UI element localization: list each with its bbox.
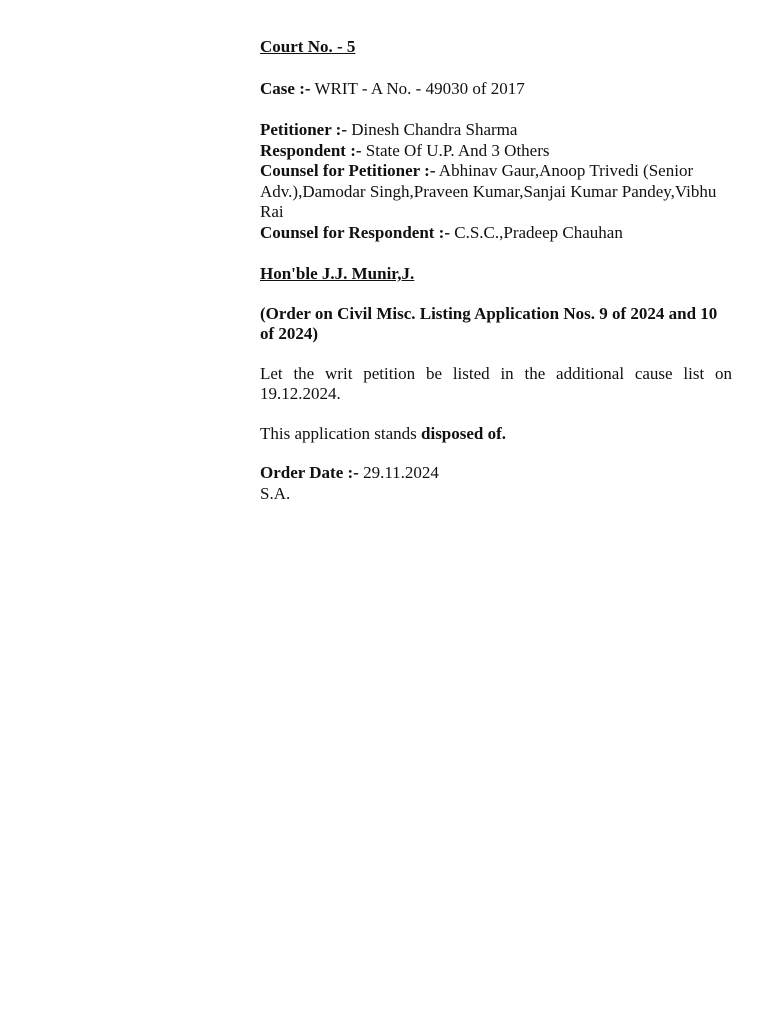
judge-name: Hon'ble J.J. Munir,J. (260, 264, 415, 283)
counsel-petitioner-line (260, 161, 732, 223)
court-number: Court No. - 5 (260, 37, 356, 56)
petitioner-label: Petitioner :- (260, 120, 348, 139)
petitioner-name: Dinesh Chandra Sharma (351, 120, 518, 139)
respondent-name: State Of U.P. And 3 Others (365, 140, 550, 160)
counsel-petitioner-label: Counsel for Petitioner :- (260, 161, 436, 180)
disposal-prefix: This application stands (260, 423, 422, 443)
initials: S.A. (260, 483, 291, 503)
parties-block (260, 120, 732, 243)
respondent-line (260, 141, 732, 162)
order-heading: (Order on Civil Misc. Listing Application Nos. 9 of 2024 and 10 of 2024) (260, 303, 718, 343)
counsel-respondent-names: C.S.C.,Pradeep Chauhan (454, 222, 623, 242)
case-line (260, 79, 732, 100)
counsel-respondent-label: Counsel for Respondent :- (260, 222, 451, 242)
court-order-document (260, 37, 732, 504)
petitioner-line (260, 120, 732, 141)
counsel-petitioner-names: Abhinav Gaur,Anoop Trivedi (Senior Adv.),Damodar Singh,Praveen Kumar,Sanjai Kumar Pandey,Vibhu Rai (260, 161, 717, 221)
case-label: Case :- (260, 78, 311, 98)
order-date-block (260, 463, 732, 504)
order-date-value: 29.11.2024 (363, 463, 439, 482)
order-body: Let the writ petition be listed in the additional cause list on 19.12.2024. (260, 363, 732, 403)
case-number: WRIT - A No. - 49030 of 2017 (314, 78, 525, 98)
order-date-label: Order Date :- (260, 463, 359, 482)
order-date-line (260, 463, 732, 484)
disposal-line (260, 424, 732, 445)
respondent-label: Respondent :- (260, 140, 362, 160)
disposal-emphasis: disposed of. (421, 423, 507, 443)
counsel-respondent-line (260, 223, 732, 244)
